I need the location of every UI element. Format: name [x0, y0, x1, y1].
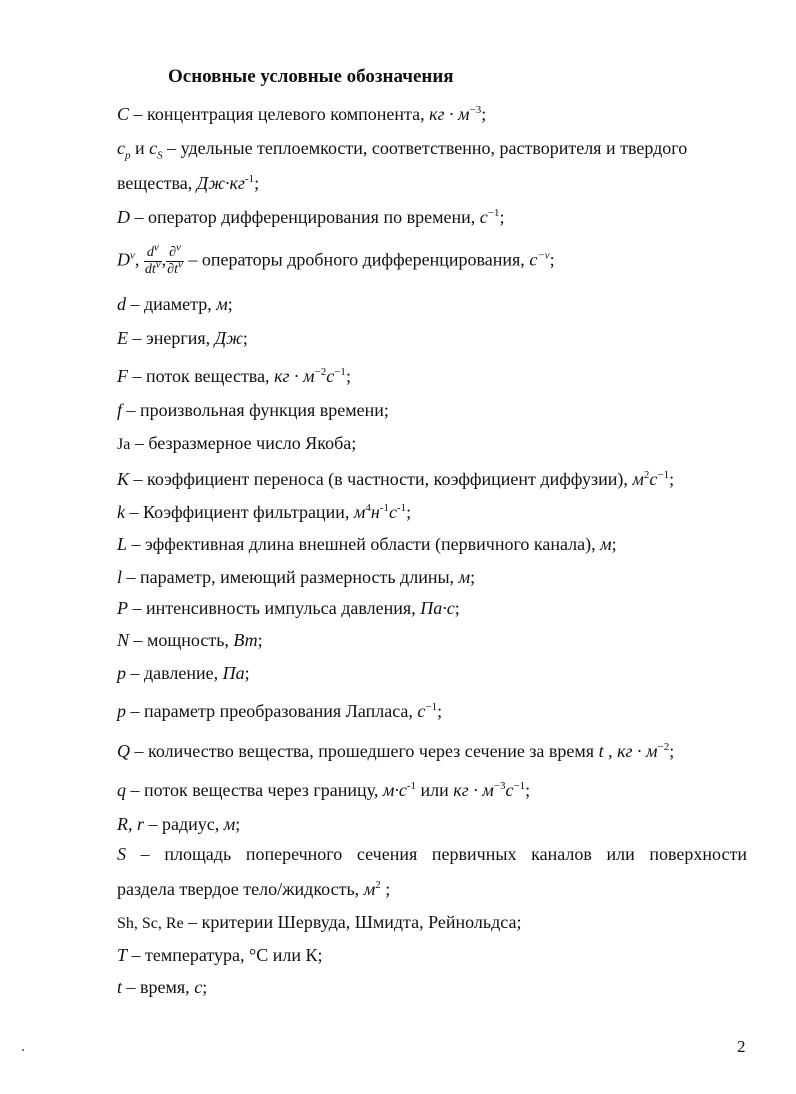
unit-exponent: -1 [379, 502, 389, 514]
list-item [117, 206, 757, 228]
unit-exponent: −3 [493, 780, 506, 792]
list-item [117, 468, 757, 490]
conjunction: или [416, 780, 454, 800]
punctuation: ; [227, 294, 233, 314]
unit: с [388, 502, 397, 522]
symbol-superscript: ν [130, 249, 135, 262]
unit: н [370, 502, 380, 522]
description: – температура, °С или К; [127, 945, 323, 965]
description: – энергия, [128, 328, 215, 348]
unit-exponent: 2 [375, 879, 381, 891]
unit: кг · м [429, 104, 470, 124]
punctuation: ; [202, 977, 208, 997]
unit: с [479, 207, 488, 227]
unit-exponent: −1 [657, 469, 670, 481]
unit: м [600, 534, 612, 554]
punctuation: ; [525, 780, 531, 800]
description: – безразмерное число Якоба; [130, 433, 357, 453]
punctuation: ; [481, 104, 487, 124]
unit: с [529, 249, 538, 270]
symbol: d [117, 294, 126, 314]
symbol: F [117, 366, 128, 386]
description: – Коэффициент фильтрации, [125, 502, 354, 522]
punctuation: ; [454, 598, 460, 618]
unit-exponent: −1 [334, 366, 346, 378]
unit-exponent: 4 [365, 502, 371, 514]
punctuation: ; [257, 630, 263, 650]
unit-exponent: -1 [396, 502, 407, 514]
description: – оператор дифференцирования по времени, [130, 207, 480, 227]
unit: м [632, 469, 644, 489]
description: – мощность, [129, 630, 234, 650]
unit: с [417, 701, 426, 721]
list-item [117, 813, 757, 835]
unit: Вт [233, 630, 258, 650]
unit-exponent: −2 [314, 366, 327, 378]
unit: с [505, 780, 514, 800]
unit: с [326, 366, 335, 386]
list-item: $D^\nu$, $\frac{d^\nu}{dt^\nu}$ , $\frac{\partial^\nu}{\partial t^\nu}$ – операторы дробного дифференцирования, $с^{-\nu}$; [117, 241, 555, 277]
unit: кг · м [274, 366, 315, 386]
description: – время, [122, 977, 195, 997]
description: – концентрация целевого компонента, [129, 104, 430, 124]
list-item [117, 399, 757, 421]
symbol: S [117, 844, 126, 864]
punctuation: ; [345, 366, 351, 386]
list-item [117, 501, 757, 523]
unit: м [363, 879, 376, 899]
unit-exponent: −3 [469, 104, 482, 116]
unit: с [649, 469, 658, 489]
list-item [117, 662, 757, 684]
symbol: c [117, 138, 125, 158]
unit: м·с [382, 780, 407, 800]
list-item [117, 740, 757, 762]
page-number: 2 [737, 1037, 746, 1056]
symbol-subscript: p [125, 149, 131, 162]
unit: Па·с [420, 598, 455, 618]
description: – произвольная функция времени; [122, 400, 389, 420]
unit: с [194, 977, 203, 997]
unit: Дж·кг [196, 173, 245, 193]
unit-exponent: −ν [537, 249, 550, 262]
punctuation: ; [254, 173, 260, 193]
list-item [117, 629, 757, 651]
symbol: c [149, 138, 158, 158]
description: – поток вещества, [128, 366, 275, 386]
symbol: Q [117, 741, 130, 761]
punctuation: ; [669, 469, 675, 489]
description: – давление, [126, 663, 223, 683]
punctuation: ; [242, 328, 248, 348]
symbol: E [117, 328, 128, 348]
description: – параметр, имеющий размерность длины, [122, 567, 459, 587]
punctuation: ; [244, 663, 250, 683]
symbol: l [117, 567, 123, 587]
list-item [117, 566, 757, 588]
description: раздела твердое тело/жидкость, [117, 879, 364, 899]
unit-exponent: 2 [643, 469, 650, 481]
symbol: Sh, Sc, Re [117, 915, 184, 932]
punctuation: ; [669, 741, 675, 761]
list-item [117, 597, 757, 619]
symbol: p [117, 701, 126, 721]
description: – поток вещества через границу, [126, 780, 383, 800]
list-item [117, 944, 757, 966]
unit: м [216, 294, 228, 314]
list-item [117, 293, 757, 315]
description: – удельные теплоемкости, соответственно, растворителя и твердого [162, 138, 688, 158]
unit-exponent: −1 [425, 701, 438, 713]
description: – параметр преобразования Лапласа, [126, 701, 418, 721]
symbol: D [117, 249, 130, 270]
unit: м [458, 567, 471, 587]
list-item [117, 779, 757, 801]
unit: кг · м [453, 780, 494, 800]
list-item-continuation [117, 878, 757, 900]
symbol: K [117, 469, 130, 489]
partial-derivative-fraction: $\frac{\partial^\nu}{\partial t^\nu}$ [167, 241, 183, 277]
scan-speck [22, 1049, 24, 1051]
list-item [117, 137, 757, 162]
symbol: R, r [117, 814, 144, 834]
conjunction: и [130, 138, 150, 158]
punctuation: ; [499, 207, 505, 227]
symbol: Ja [117, 436, 131, 453]
unit: м [223, 814, 236, 834]
unit-exponent: −1 [487, 207, 500, 219]
list-item [117, 911, 757, 935]
symbol: k [117, 502, 125, 522]
symbol: q [117, 780, 126, 800]
list-item [117, 365, 757, 387]
symbol: t [598, 741, 604, 761]
punctuation: ; [611, 534, 617, 554]
unit: Па [222, 663, 245, 683]
symbol: f [117, 400, 123, 420]
description: – операторы дробного дифференцирования, [183, 249, 530, 270]
symbol: D [117, 207, 130, 227]
description: – площадь поперечного сечения первичных каналов или поверхности [126, 844, 747, 864]
symbol: t [117, 977, 123, 997]
unit: м [353, 502, 366, 522]
symbol-subscript: S [157, 149, 163, 162]
description: – коэффициент переноса (в частности, коэффициент диффузии), [129, 469, 633, 489]
punctuation: ; [437, 701, 443, 721]
unit: Дж [214, 328, 243, 348]
description: – интенсивность импульса давления, [128, 598, 421, 618]
punctuation: ; [380, 879, 391, 899]
list-item [117, 976, 757, 998]
symbol: C [117, 104, 130, 124]
unit-exponent: -1 [244, 173, 255, 185]
list-item [117, 533, 757, 555]
separator: , [603, 741, 618, 761]
description: – количество вещества, прошедшего через сечение за время [130, 741, 599, 761]
list-item [117, 843, 747, 865]
punctuation: ; [549, 249, 555, 270]
symbol: L [117, 534, 128, 554]
list-item [117, 700, 757, 722]
symbol: T [117, 945, 128, 965]
unit-exponent: −1 [513, 780, 526, 792]
description: – диаметр, [126, 294, 217, 314]
description: – эффективная длина внешней области (первичного канала), [127, 534, 601, 554]
list-item [117, 327, 757, 349]
unit: кг · м [617, 741, 658, 761]
unit-exponent: −2 [657, 741, 670, 753]
unit-exponent: -1 [406, 780, 417, 792]
derivative-fraction: $\frac{d^\nu}{dt^\nu}$ [144, 241, 161, 277]
description: – критерии Шервуда, Шмидта, Рейнольдса; [183, 912, 522, 932]
description: – радиус, [144, 814, 224, 834]
symbol: p [117, 663, 126, 683]
page-title: Основные условные обозначения [168, 66, 454, 87]
symbol: N [117, 630, 130, 650]
list-item-continuation [117, 172, 757, 194]
punctuation: ; [235, 814, 241, 834]
punctuation: ; [470, 567, 476, 587]
list-item [117, 432, 757, 456]
list-item [117, 103, 757, 125]
punctuation: ; [406, 502, 412, 522]
symbol: P [117, 598, 128, 618]
description: вещества, [117, 173, 197, 193]
